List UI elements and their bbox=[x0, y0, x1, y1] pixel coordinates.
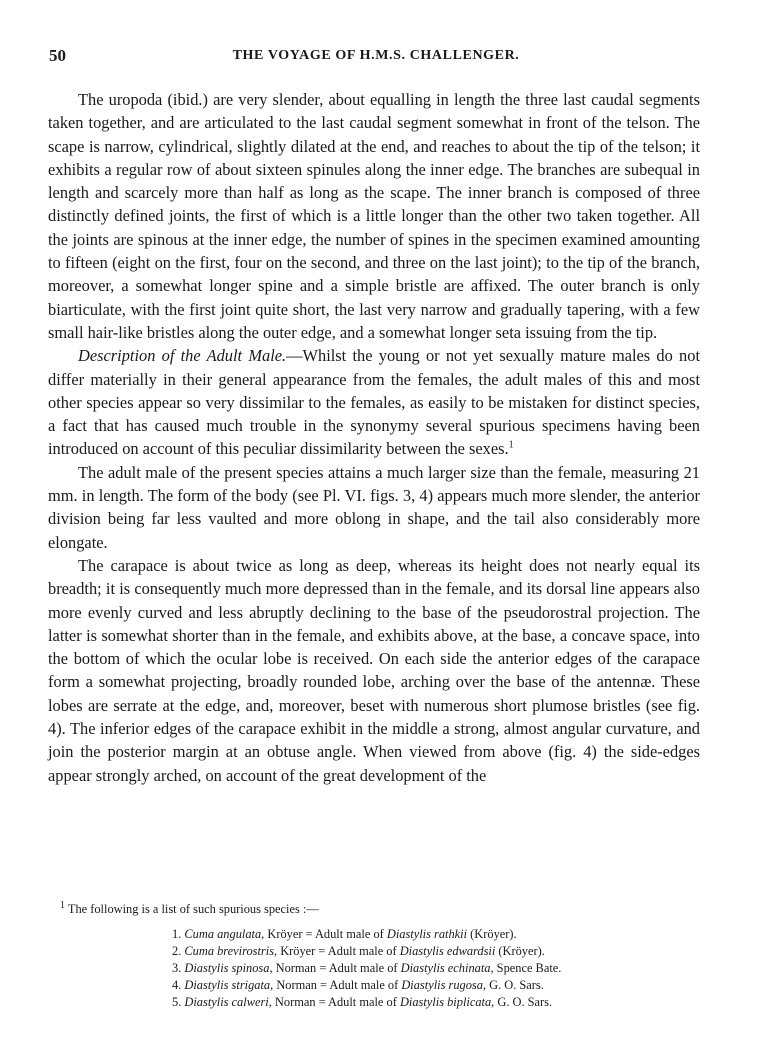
body-text bbox=[48, 88, 700, 787]
spurious-species-list bbox=[48, 926, 700, 1011]
list-item bbox=[172, 960, 700, 977]
list-item-number: 3. bbox=[172, 961, 182, 975]
list-item bbox=[172, 977, 700, 994]
species-author: , Norman = Adult male of bbox=[268, 995, 400, 1009]
footnotes bbox=[48, 901, 700, 1011]
adult-species-name: Diastylis rathkii bbox=[386, 927, 468, 941]
list-item-number: 5. bbox=[172, 995, 182, 1009]
running-title: THE VOYAGE OF H.M.S. CHALLENGER. bbox=[232, 48, 520, 63]
footnote-marker: 1 bbox=[60, 899, 65, 911]
paragraph-adult-male-size: The adult male of the present species attains a much larger size than the female, measuring 21 mm. in length. The form of the body (see Pl. VI. figs. 3, 4) appears much more slender, the anterior division being far less vaulted and more oblong in shape, and the tail also considerably more elongate. bbox=[48, 462, 700, 552]
list-item-number: 1. bbox=[172, 927, 182, 941]
paragraph-uropoda: The uropoda (ibid.) are very slender, about equalling in length the three last caudal segments taken together, and are articulated to the last caudal segment somewhat in front of the telson. The scape is narrow, cylindrical, slightly dilated at the end, and reaches to about the tip of the telson; it exhibits a regular row of about sixteen spinules along the inner edge. The branches are subequal in length and scarcely more than half as long as the scape. The inner branch is composed of three distinctly defined joints, the first of which is a little longer than the other two taken together. All the joints are spinous at the inner edge, the number of spines in the specimen examined amounting to fifteen (eight on the first, four on the second, and three on the last joint); to the tip of the branch, moreover, a somewhat longer spine and a simple bristle are affixed. The outer branch is only biarticulate, with the first joint quite short, the last very narrow and gradually tapering, with a few small hair-like bristles along the outer edge, and a somewhat longer seta issuing from the tip. bbox=[48, 90, 700, 342]
paragraph-carapace: The carapace is about twice as long as deep, whereas its height does not nearly equal its breadth; it is consequently much more depressed than in the female, and its dorsal line appears also more evenly curved and less abruptly declining to the base of the pseudorostral projection. The latter is somewhat shorter than in the female, and exhibits above, at the base, a concave space, into the bottom of which the ocular lobe is received. On each side the anterior edges of the carapace form a somewhat projecting, broadly rounded lobe, arching over the base of the antennæ. These lobes are serrate at the edge, and, moreover, beset with numerous short plumose bristles (see fig. 4). The inferior edges of the carapace exhibit in the middle a strong, almost angular curvature, and join the posterior margin at an obtuse angle. When viewed from above (fig. 4) the side-edges appear strongly arched, on account of the great development of the bbox=[48, 555, 700, 785]
footnote-intro bbox=[60, 901, 700, 918]
list-item-number: 2. bbox=[172, 944, 182, 958]
species-authority: , G. O. Sars. bbox=[491, 995, 553, 1009]
footnote-reference[interactable]: 1 bbox=[508, 439, 514, 451]
adult-species-name: Diastylis echinata bbox=[400, 961, 491, 975]
species-author: , Norman = Adult male of bbox=[270, 978, 402, 992]
list-item-number: 4. bbox=[172, 978, 182, 992]
species-authority: , G. O. Sars. bbox=[482, 978, 544, 992]
list-item bbox=[172, 943, 700, 960]
species-authority: (Kröyer). bbox=[495, 944, 545, 958]
species-name: Diastylis spinosa bbox=[184, 961, 270, 975]
list-item bbox=[172, 926, 700, 943]
adult-species-name: Diastylis rugosa bbox=[401, 978, 483, 992]
species-name: Diastylis strigata bbox=[184, 978, 271, 992]
adult-species-name: Diastylis biplicata bbox=[399, 995, 492, 1009]
list-item bbox=[172, 994, 700, 1011]
paragraph-adult-male-description bbox=[48, 344, 700, 460]
species-author: , Kröyer = Adult male of bbox=[274, 944, 400, 958]
adult-species-name: Diastylis edwardsii bbox=[399, 944, 496, 958]
page-number: 50 bbox=[49, 46, 66, 65]
species-author: , Kröyer = Adult male of bbox=[261, 927, 387, 941]
species-name: Cuma angulata bbox=[184, 927, 262, 941]
species-authority: (Kröyer). bbox=[467, 927, 517, 941]
species-author: , Norman = Adult male of bbox=[269, 961, 401, 975]
species-authority: , Spence Bate. bbox=[490, 961, 562, 975]
species-name: Diastylis calweri bbox=[184, 995, 269, 1009]
paragraph-text: —Whilst the young or not yet sexually mature males do not differ materially in their general appearance from the females, the adult males of this and most other species appear so very dissimilar to the females, as easily to be mistaken for distinct species, a fact that has caused much trouble in the synonymy several spurious specimens having been introduced on account of this peculiar dissimilarity between the sexes. bbox=[48, 346, 700, 459]
page-header bbox=[49, 46, 703, 68]
species-name: Cuma brevirostris bbox=[184, 944, 275, 958]
footnote-intro-text: The following is a list of such spurious species :— bbox=[67, 902, 319, 916]
section-heading: Description of the Adult Male. bbox=[78, 346, 287, 366]
